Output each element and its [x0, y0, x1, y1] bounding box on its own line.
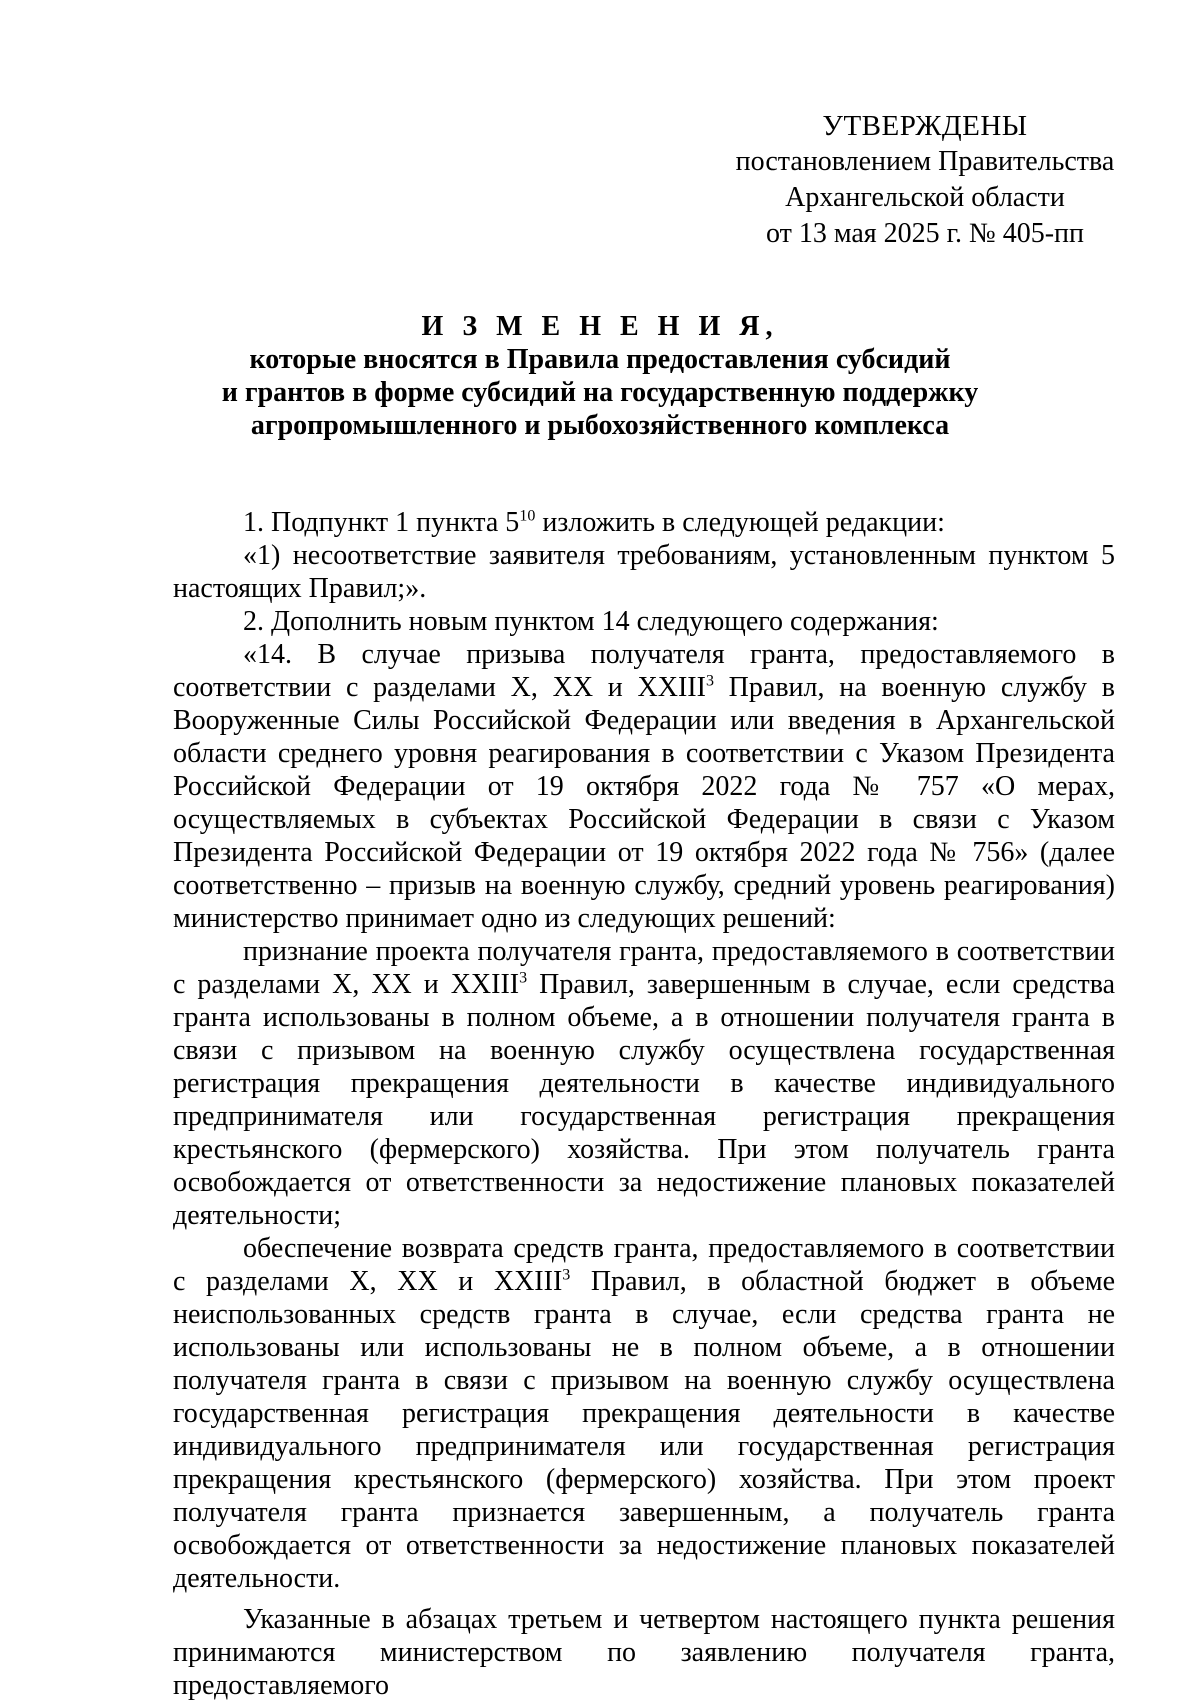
option-1-text-part-2: Правил, завершенным в случае, если средства гранта использованы в полном объеме, а в отношении получателя гранта в связи с призывом на военную службу осуществлена государственная регистрация прекращения деятельности в качестве индивидуального предпринимателя или государственная регистрация прекращения крестьянского (фермерского) хозяйства. При этом получатель гранта освобождается от ответственности за недостижение плановых показателей деятельности;: [173, 969, 1116, 1231]
item-1-text: 1. Подпункт 1 пункта 5: [243, 507, 520, 538]
item-1-rest: изложить в следующей редакции:: [535, 507, 945, 538]
approval-line-2: Архангельской области: [785, 182, 1065, 213]
heading-line-3: агропромышленного и рыбохозяйственного комплекса: [250, 410, 950, 441]
item-1-superscript: 10: [519, 507, 536, 525]
approval-block: [720, 108, 1130, 252]
item-1-quote: «1) несоответствие заявителя требованиям, установленным пунктом 5 настоящих Правил;».: [173, 540, 1115, 604]
option-2-text-part-1: обеспечение возврата средств гранта, предоставляемого в соответствии с разделами X, XX и XXIII: [173, 1233, 1115, 1297]
point-14-superscript: 3: [705, 672, 714, 690]
option-1-text-part-1: признание проекта получателя гранта, предоставляемого в соответствии с разделами X, XX и XXIII: [173, 936, 1115, 1000]
heading-title: И З М Е Н Е Н И Я,: [421, 311, 779, 342]
point-14-text-part-2: Правил, на военную службу в Вооруженные Силы Российской Федерации или введения в Архангельской области среднего уровня реагирования в соответствии с Указом Президента Российской Федерации от 19 октября 2022 года № 757 «О мерах, осуществляемых в субъектах Российской Федерации в связи с Указом Президента Российской Федерации от 19 октября 2022 года № 756» (далее соответственно – призыв на военную службу, средний уровень реагирования) министерство принимает одно из следующих решений:: [173, 672, 1115, 934]
approval-line-3: от 13 мая 2025 г. № 405-пп: [765, 218, 1085, 249]
point-14-paragraph: [173, 638, 1115, 935]
decision-option-1: [173, 935, 1115, 1232]
point-14-text-part-1: «14. В случае призыва получателя гранта, предоставляемого в соответствии с разделами X, XX и XXIII: [173, 639, 1115, 703]
decision-option-2: [173, 1232, 1115, 1595]
approval-line-1: постановлением Правительства: [735, 146, 1115, 177]
item-2-paragraph: 2. Дополнить новым пунктом 14 следующего содержания:: [243, 606, 939, 637]
option-2-superscript: 3: [562, 1266, 571, 1284]
item-1-paragraph: [173, 506, 1115, 539]
document-body: [173, 506, 1115, 1702]
heading-line-1: которые вносятся в Правила предоставления субсидий: [249, 344, 951, 375]
final-paragraph: Указанные в абзацах третьем и четвертом настоящего пункта решения принимаются министерством по заявлению получателя гранта, предоставляемого: [173, 1604, 1115, 1701]
option-2-text-part-2: Правил, в областной бюджет в объеме неиспользованных средств гранта в случае, если средства гранта не использованы или использованы не в полном объеме, а в отношении получателя гранта в связи с призывом на военную службу осуществлена государственная регистрация прекращения деятельности в качестве индивидуального предпринимателя или государственная регистрация прекращения крестьянского (фермерского) хозяйства. При этом проект получателя гранта признается завершенным, а получатель гранта освобождается от ответственности за недостижение плановых показателей деятельности.: [173, 1266, 1115, 1594]
approval-title: УТВЕРЖДЕНЫ: [822, 110, 1028, 142]
heading-line-2: и грантов в форме субсидий на государственную поддержку: [221, 377, 979, 408]
option-1-superscript: 3: [519, 969, 528, 987]
document-heading: [120, 310, 1080, 442]
